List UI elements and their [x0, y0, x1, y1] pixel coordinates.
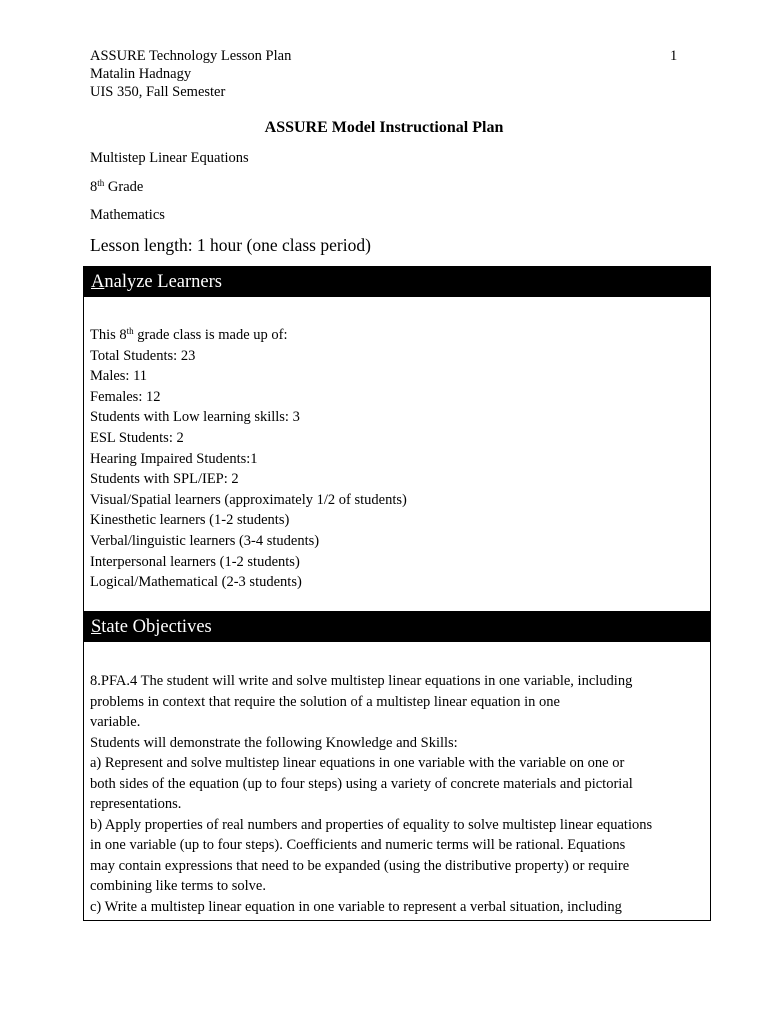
list-item: Total Students: 23 [90, 347, 196, 364]
objective-line: may contain expressions that need to be expanded (using the distributive property) or require [90, 857, 630, 874]
objective-line: both sides of the equation (up to four steps) using a variety of concrete materials and pictorial [90, 775, 633, 792]
list-item: Males: 11 [90, 368, 148, 385]
header-line: Matalin Hadnagy [90, 66, 192, 82]
analyze-learners-section [83, 266, 711, 612]
page-number: 1 [670, 48, 678, 64]
objective-line: a) Represent and solve multistep linear equations in one variable with the variable on one or [90, 755, 625, 771]
header-line: UIS 350, Fall Semester [90, 84, 226, 100]
heading-rest: tate Objectives [101, 617, 212, 637]
intro-text: This 8 [90, 327, 127, 343]
list-item: Females: 12 [90, 388, 161, 405]
analyze-learners-heading [84, 267, 710, 297]
objective-line: variable. [90, 714, 141, 730]
state-objectives-heading [84, 612, 710, 642]
objective-line: problems in context that require the solution of a multistep linear equation in one [90, 693, 560, 710]
list-item: Students with Low learning skills: 3 [90, 409, 300, 426]
grade-word: Grade [107, 179, 144, 195]
objective-line: b) Apply properties of real numbers and properties of equality to solve multistep linear equations [90, 816, 653, 833]
heading-rest: nalyze Learners [104, 272, 222, 292]
state-objectives-section [83, 611, 711, 921]
list-item: Interpersonal learners (1-2 students) [90, 553, 300, 570]
lesson-length: Lesson length: 1 hour (one class period) [90, 235, 371, 255]
state-objectives-body [84, 642, 710, 917]
list-item: Logical/Mathematical (2-3 students) [90, 574, 302, 591]
header-line: ASSURE Technology Lesson Plan [90, 48, 292, 64]
subject: Mathematics [90, 207, 165, 223]
intro-text: grade class is made up of: [133, 327, 288, 343]
objective-line: representations. [90, 796, 182, 812]
list-item: Kinesthetic learners (1-2 students) [90, 512, 290, 529]
list-item: Verbal/linguistic learners (3-4 students) [90, 532, 320, 549]
grade-suffix: th [97, 178, 105, 188]
list-item: ESL Students: 2 [90, 429, 184, 446]
objective-line: 8.PFA.4 The student will write and solve multistep linear equations in one variable, including [90, 673, 633, 689]
topic: Multistep Linear Equations [90, 150, 249, 166]
objective-line: in one variable (up to four steps). Coefficients and numeric terms will be rational. Equations [90, 837, 626, 853]
objective-line: Students will demonstrate the following Knowledge and Skills: [90, 734, 458, 751]
document-header [90, 47, 291, 101]
objective-line: c) Write a multistep linear equation in one variable to represent a verbal situation, including [90, 898, 622, 915]
list-item: Hearing Impaired Students:1 [90, 450, 258, 467]
heading-initial: S [91, 617, 102, 637]
grade [90, 178, 143, 196]
document-title: ASSURE Model Instructional Plan [264, 119, 504, 136]
heading-initial: A [91, 272, 105, 292]
list-item: Students with SPL/IEP: 2 [90, 471, 239, 488]
objective-line: combining like terms to solve. [90, 878, 266, 894]
analyze-learners-body [84, 297, 710, 593]
class-intro [90, 321, 704, 346]
intro-sup: th [126, 326, 134, 336]
grade-number: 8 [90, 179, 98, 195]
list-item: Visual/Spatial learners (approximately 1/2 of students) [90, 491, 407, 508]
